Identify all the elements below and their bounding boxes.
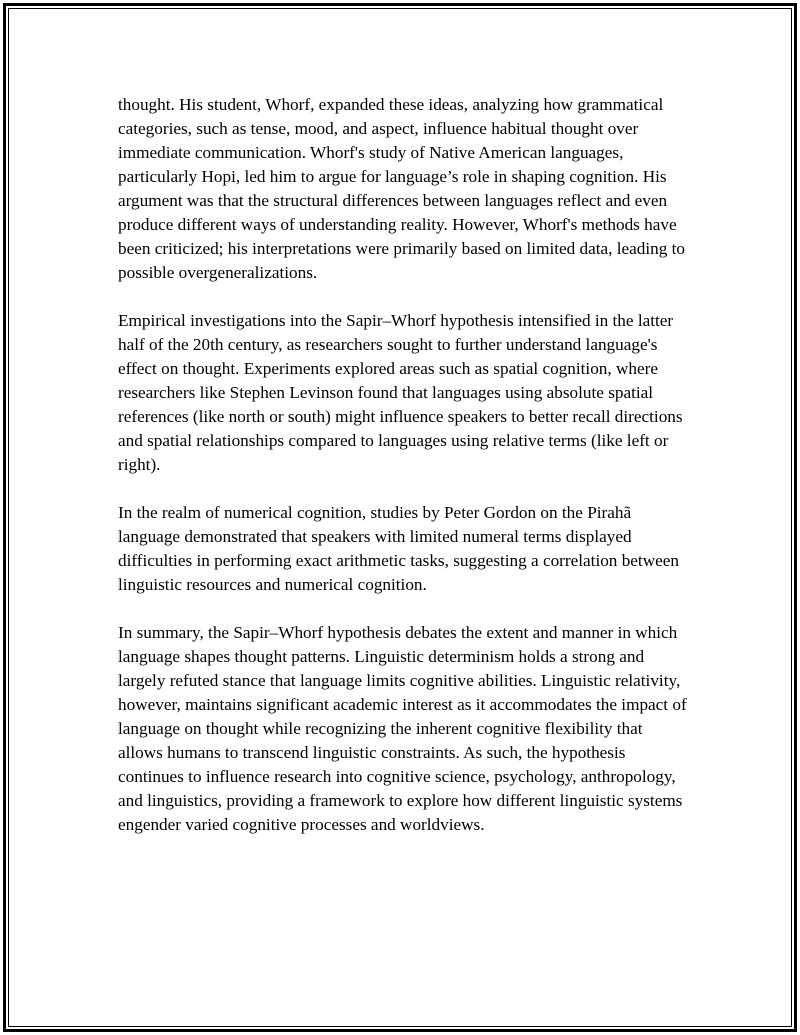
paragraph-whorf: thought. His student, Whorf, expanded these ideas, analyzing how grammatical categories, such as tense, mood, and aspect, influence habitual thought over immediate communication. Whorf's study of Native American languages, particularly Hopi, led him to argue for language’s role in shaping cognition. His argument was that the structural differences between languages reflect and even produce different ways of understanding reality. However, Whorf's methods have been criticized; his interpretations were primarily based on limited data, leading to possible overgeneralizations. (118, 95, 685, 282)
paragraph-summary: In summary, the Sapir–Whorf hypothesis debates the extent and manner in which language shapes thought patterns. Linguistic determinism holds a strong and largely refuted stance that language limits cognitive abilities. Linguistic relativity, however, maintains significant academic interest as it accommodates the impact of language on thought while recognizing the inherent cognitive flexibility that allows humans to transcend linguistic constraints. As such, the hypothesis continues to influence research into cognitive science, psychology, anthropology, and linguistics, providing a framework to explore how different linguistic systems engender varied cognitive processes and worldviews. (118, 623, 687, 834)
document-body (118, 93, 690, 861)
paragraph-numerical-cognition: In the realm of numerical cognition, studies by Peter Gordon on the Pirahã language demonstrated that speakers with limited numeral terms displayed difficulties in performing exact arithmetic tasks, suggesting a correlation between linguistic resources and numerical cognition. (118, 503, 679, 594)
paragraph-empirical-investigations: Empirical investigations into the Sapir–Whorf hypothesis intensified in the latter half of the 20th century, as researchers sought to further understand language's effect on thought. Experiments explored areas such as spatial cognition, where researchers like Stephen Levinson found that languages using absolute spatial references (like north or south) might influence speakers to better recall directions and spatial relationships compared to languages using relative terms (like left or right). (118, 311, 683, 474)
